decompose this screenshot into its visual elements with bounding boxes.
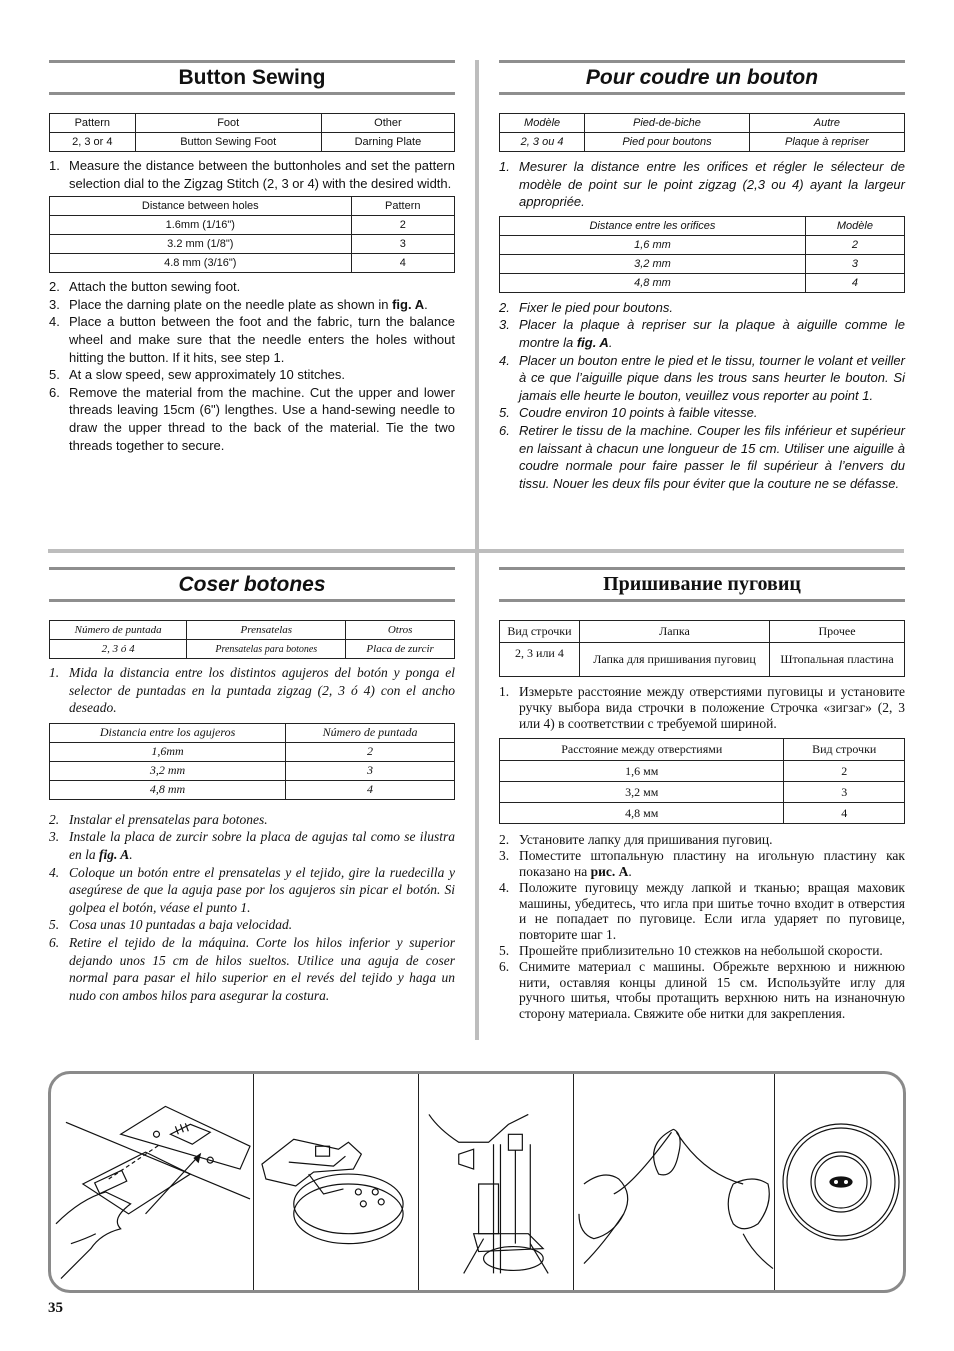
table-cell: 3 xyxy=(351,235,454,254)
section-french xyxy=(499,60,905,492)
table-cell: 2, 3 ó 4 xyxy=(50,640,187,659)
list-item: 6. Remove the material from the machine. Cut the upper and lower threads leaving 15cm (6") lengthes. Use a hand-sewing needle to draw the upper thread to the back of the material. Tie the two threads together to secure. xyxy=(49,384,455,453)
table-cell: Placa de zurcir xyxy=(346,640,455,659)
figure-ref: fig. A xyxy=(99,846,130,862)
table-cell: Button Sewing Foot xyxy=(135,133,321,152)
table-cell: 4,8 mm xyxy=(50,780,286,799)
list-item: 3. Placer la plaque à repriser sur la plaque à aiguille comme le montre la fig. A. xyxy=(499,317,905,350)
table-cell: 3 xyxy=(805,254,904,273)
list-item: 2. Attach the button sewing foot. xyxy=(49,279,241,295)
table-cell: 2 xyxy=(805,235,904,254)
table-header: Autre xyxy=(749,114,904,133)
table-header: Otros xyxy=(346,621,455,640)
distance-table-russian xyxy=(499,738,905,824)
list-item: 2. Fixer le pied pour boutons. xyxy=(499,299,673,315)
figure-button-foot xyxy=(254,1074,419,1290)
table-header: Distance entre les orifices xyxy=(500,216,806,235)
list-item: 6. Retire el tejido de la máquina. Corte los hilos inferior y superior dejando unos 15 cm de hilos sueltos. Utilice una aguja de coser normal para pasar el hilo superior en el revés del tejido y haga un nudo con ambos hilos para asegurar la costura. xyxy=(49,934,455,1003)
table-cell: 3.2 mm (1/8") xyxy=(50,235,352,254)
figure-darning-plate xyxy=(51,1074,254,1290)
table-header: Prensatelas xyxy=(187,621,346,640)
table-cell: Plaque à repriser xyxy=(749,133,904,152)
steps-list-russian xyxy=(499,684,905,731)
table-cell: 4 xyxy=(784,803,905,824)
section-title-russian: Пришивание пуговиц xyxy=(499,567,905,602)
table-cell: 1,6mm xyxy=(50,742,286,761)
table-header: Вид строчки xyxy=(784,739,905,761)
list-item: 4. Положите пуговицу между лапкой и тканью; вращая маховик машины, убедитесь, что игла при шитье точно входит в отверстия и не попадает по пуговице. Если игла ударяет по пуговице, повторите шаг 1. xyxy=(499,879,905,943)
table-header: Прочее xyxy=(770,621,905,643)
table-header: Foot xyxy=(135,114,321,133)
figure-panel xyxy=(48,1071,906,1293)
section-spanish xyxy=(49,567,455,1004)
darning-plate-illustration xyxy=(51,1074,253,1290)
section-title-french: Pour coudre un bouton xyxy=(499,60,905,95)
steps-list-french-2 xyxy=(499,299,905,493)
list-item: 4. Placer un bouton entre le pied et le tissu, tourner le volant et veiller à ce que l’aiguille pique dans les trous sans heurter le bouton. Si jamais elle heurte le bouton, veuillez vous reporter au point 1. xyxy=(499,352,905,403)
list-item: 1. Measure the distance between the buttonholes and set the pattern selection dial to the Zigzag Stitch (2, 3 or 4) with the desired width. xyxy=(49,158,455,191)
section-russian xyxy=(499,567,905,1022)
table-cell: 1,6 mm xyxy=(500,235,806,254)
table-cell: 4 xyxy=(351,254,454,273)
figure-ref: fig. A xyxy=(576,334,609,350)
list-item: 3. Поместите штопальную пластину на игольную пластину как показано на рис. А. xyxy=(499,848,905,879)
table-cell: 3,2 mm xyxy=(50,761,286,780)
needle-and-foot-illustration xyxy=(419,1074,573,1290)
list-item: 3. Place the darning plate on the needle plate as shown in fig. A. xyxy=(49,296,428,312)
list-item: 5. At a slow speed, sew approximately 10 stitches. xyxy=(49,367,346,383)
row-divider xyxy=(48,549,904,553)
table-header: Лапка xyxy=(579,621,769,643)
table-cell: 2, 3 or 4 xyxy=(50,133,136,152)
section-title-spanish: Coser botones xyxy=(49,567,455,602)
distance-table-french xyxy=(499,216,905,293)
table-cell: Штопальная пластина xyxy=(770,643,905,677)
table-cell: 3,2 mm xyxy=(500,254,806,273)
list-item: 4. Place a button between the foot and the fabric, turn the balance wheel and make sure that the needle enters the holes without hitting the button. If it hits, see step 1. xyxy=(49,314,455,365)
list-item: 5. Cosa unas 10 puntadas a baja velocidad. xyxy=(49,917,293,933)
table-header: Pied-de-biche xyxy=(585,114,750,133)
section-title-english: Button Sewing xyxy=(49,60,455,95)
table-cell: 1,6 мм xyxy=(500,761,784,782)
list-item: 6. Снимите материал с машины. Обрежьте верхнюю и нижнюю нити, оставляя концы длиной 15 см. Используйте иглу для ручного шитья, чтобы протащить верхнюю нить на изнаночную сторону материала. Свяжите обе нитки для закрепления. xyxy=(499,958,905,1022)
table-cell: 4 xyxy=(805,273,904,292)
table-header: Modèle xyxy=(500,114,585,133)
section-english xyxy=(49,60,455,454)
list-item: 5. Прошейте приблизительно 10 стежков на небольшой скорости. xyxy=(499,942,883,958)
table-cell: Лапка для пришивания пуговиц xyxy=(579,643,769,677)
pattern-foot-table-russian xyxy=(499,620,905,677)
distance-table-english xyxy=(49,196,455,273)
list-item: 6. Retirer le tissu de la machine. Couper les fils inférieur et supérieur en laissant à chacun une longueur de 15 cm. Utiliser une aiguille à coudre normale pour faire passer le fil supérieur à l’envers du tissu. Nouer les deux fils pour éviter que la couture ne se défasse. xyxy=(499,422,905,491)
steps-list-english xyxy=(49,157,455,192)
table-cell: Pied pour boutons xyxy=(585,133,750,152)
table-cell: 3 xyxy=(286,761,455,780)
table-cell: 4 xyxy=(286,780,455,799)
table-cell: Prensatelas para botones xyxy=(187,640,346,659)
list-item: 1. Mida la distancia entre los distintos agujeros del botón y ponga el selector de puntadas en la puntada zigzag (2, 3 ó 4) con el ancho deseado. xyxy=(49,665,455,716)
table-header: Pattern xyxy=(351,197,454,216)
steps-list-spanish xyxy=(49,664,455,717)
table-cell: 3,2 мм xyxy=(500,782,784,803)
steps-list-spanish-2 xyxy=(49,811,455,1005)
pattern-foot-table-english xyxy=(49,113,455,152)
list-item: 3. Instale la placa de zurcir sobre la placa de agujas tal como se ilustra en la fig. A. xyxy=(49,829,455,862)
table-header: Número de puntada xyxy=(286,723,455,742)
list-item: 4. Coloque un botón entre el prensatelas y el tejido, gire la ruedecilla y asegúrese de que la aguja pase por los agujeros sin picar el botón. Si golpea el botón, véase el punto 1. xyxy=(49,864,455,915)
finished-button-illustration xyxy=(775,1074,903,1290)
distance-table-spanish xyxy=(49,723,455,800)
table-header: Other xyxy=(321,114,454,133)
table-cell: 3 xyxy=(784,782,905,803)
list-item: 2. Установите лапку для пришивания пуговиц. xyxy=(499,832,773,848)
table-cell: 2 xyxy=(351,216,454,235)
button-sewing-foot-illustration xyxy=(254,1074,418,1290)
tying-threads-illustration xyxy=(574,1074,774,1290)
table-header: Número de puntada xyxy=(50,621,187,640)
list-item: 5. Coudre environ 10 points à faible vitesse. xyxy=(499,405,758,421)
page-number: 35 xyxy=(48,1300,63,1316)
table-header: Pattern xyxy=(50,114,136,133)
pattern-foot-table-french xyxy=(499,113,905,152)
table-cell: 4,8 мм xyxy=(500,803,784,824)
list-item: 2. Instalar el prensatelas para botones. xyxy=(49,811,268,827)
figure-needle-foot xyxy=(419,1074,574,1290)
figure-ref: fig. A xyxy=(392,296,425,312)
steps-list-russian-2 xyxy=(499,832,905,1022)
list-item: 1. Mesurer la distance entre les orifices et régler le sélecteur de modèle de point sur le point zigzag (2,3 ou 4) ayant la largeur appropriée. xyxy=(499,159,905,210)
table-header: Расстояние между отверстиями xyxy=(500,739,784,761)
table-cell: 1.6mm (1/16") xyxy=(50,216,352,235)
figure-finished-button xyxy=(775,1074,903,1290)
table-cell: 2, 3 ou 4 xyxy=(500,133,585,152)
steps-list-french xyxy=(499,158,905,211)
steps-list-english-2 xyxy=(49,278,455,454)
figure-tie-threads xyxy=(574,1074,775,1290)
pattern-foot-table-spanish xyxy=(49,620,455,659)
table-header: Distance between holes xyxy=(50,197,352,216)
table-cell: 2, 3 или 4 xyxy=(500,643,580,677)
table-cell: 4.8 mm (3/16") xyxy=(50,254,352,273)
table-cell: 2 xyxy=(784,761,905,782)
figure-ref: рис. А xyxy=(590,863,629,879)
table-header: Distancia entre los agujeros xyxy=(50,723,286,742)
list-item: 1. Измерьте расстояние между отверстиями пуговицы и установите ручку выбора вида строчки в положение Строчка «зигзаг» (2, 3 или 4) в соответствии с требуемой шириной. xyxy=(499,684,905,731)
table-header: Вид строчки xyxy=(500,621,580,643)
table-cell: 4,8 mm xyxy=(500,273,806,292)
table-cell: 2 xyxy=(286,742,455,761)
table-cell: Darning Plate xyxy=(321,133,454,152)
table-header: Modèle xyxy=(805,216,904,235)
